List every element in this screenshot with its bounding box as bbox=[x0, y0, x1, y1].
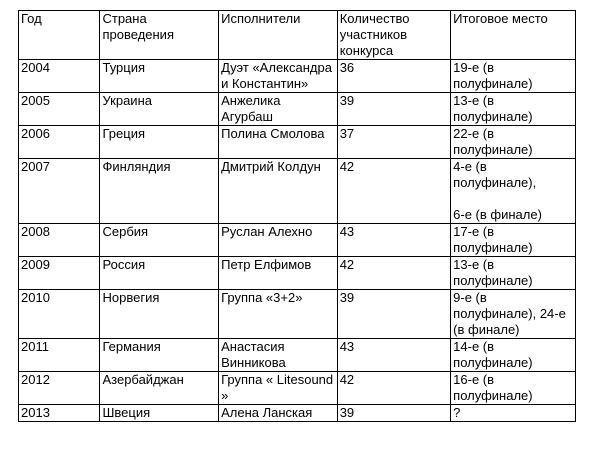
cell-place-text: 13-е (в полуфинале) bbox=[453, 257, 533, 288]
cell-year bbox=[19, 405, 100, 422]
cell-country bbox=[100, 339, 219, 372]
cell-country bbox=[100, 405, 219, 422]
cell-country-text: Германия bbox=[102, 339, 161, 354]
cell-country bbox=[100, 290, 219, 339]
cell-participants-text: 43 bbox=[339, 224, 355, 239]
cell-participants-text: 42 bbox=[339, 159, 355, 174]
cell-year bbox=[19, 224, 100, 257]
cell-place-text: 9-е (в полуфинале), 24-е (в финале) bbox=[453, 290, 566, 337]
cell-year bbox=[19, 93, 100, 126]
cell-place bbox=[451, 224, 576, 257]
cell-country bbox=[100, 224, 219, 257]
cell-year bbox=[19, 60, 100, 93]
cell-place-text: ? bbox=[453, 405, 461, 420]
cell-country-text: Турция bbox=[102, 60, 146, 75]
cell-participants-text: 39 bbox=[339, 290, 355, 305]
cell-performers bbox=[219, 126, 338, 159]
cell-place-text: 17-е (в полуфинале) bbox=[453, 224, 533, 255]
cell-place bbox=[451, 60, 576, 93]
table-row bbox=[19, 405, 576, 422]
cell-year-text: 2006 bbox=[21, 126, 50, 141]
cell-year bbox=[19, 290, 100, 339]
cell-performers-text: Группа «3+2» bbox=[221, 290, 303, 305]
cell-participants bbox=[337, 93, 450, 126]
cell-year-text: 2004 bbox=[21, 60, 50, 75]
cell-place bbox=[451, 339, 576, 372]
cell-year-text: 2008 bbox=[21, 224, 50, 239]
cell-country-text: Украина bbox=[102, 93, 152, 108]
cell-performers-text: Анжелика Агурбаш bbox=[221, 93, 281, 124]
header-participants: Количество участников конкурса bbox=[337, 11, 450, 60]
cell-year-text: 2007 bbox=[21, 159, 50, 174]
cell-country bbox=[100, 93, 219, 126]
cell-performers-text: Дмитрий Колдун bbox=[221, 159, 321, 174]
cell-participants bbox=[337, 257, 450, 290]
cell-performers bbox=[219, 159, 338, 224]
cell-participants-text: 37 bbox=[339, 126, 355, 141]
paragraph-gap bbox=[453, 191, 573, 207]
table-row bbox=[19, 257, 576, 290]
cell-place bbox=[451, 372, 576, 405]
cell-place-text: 19-е (в полуфинале) bbox=[453, 60, 533, 91]
table-row bbox=[19, 290, 576, 339]
cell-participants bbox=[337, 224, 450, 257]
cell-participants bbox=[337, 405, 450, 422]
cell-country-text: Россия bbox=[102, 257, 146, 272]
cell-year bbox=[19, 126, 100, 159]
cell-country bbox=[100, 159, 219, 224]
cell-participants-text: 36 bbox=[339, 60, 355, 75]
cell-year-text: 2009 bbox=[21, 257, 50, 272]
cell-performers-text: Руслан Алехно bbox=[221, 224, 313, 239]
cell-performers-text: Анастасия Винникова bbox=[221, 339, 286, 370]
cell-place-text: 22-е (в полуфинале) bbox=[453, 126, 533, 157]
header-place: Итоговое место bbox=[451, 11, 576, 60]
cell-place-text: 16-е (в полуфинале) bbox=[453, 372, 533, 403]
table-row bbox=[19, 372, 576, 405]
cell-place-text: 14-е (в полуфинале) bbox=[453, 339, 533, 370]
cell-year-text: 2010 bbox=[21, 290, 50, 305]
cell-place bbox=[451, 93, 576, 126]
cell-country-text: Финляндия bbox=[102, 159, 171, 174]
cell-participants bbox=[337, 372, 450, 405]
cell-country-text: Норвегия bbox=[102, 290, 160, 305]
cell-year-text: 2012 bbox=[21, 372, 50, 387]
header-performers: Исполнители bbox=[219, 11, 338, 60]
cell-participants-text: 39 bbox=[339, 93, 355, 108]
table-row bbox=[19, 159, 576, 224]
cell-participants-text: 43 bbox=[339, 339, 355, 354]
cell-performers-text: Петр Елфимов bbox=[221, 257, 312, 272]
cell-participants-text: 42 bbox=[339, 372, 355, 387]
cell-country bbox=[100, 372, 219, 405]
cell-year bbox=[19, 257, 100, 290]
cell-performers bbox=[219, 60, 338, 93]
cell-place-text: 4-е (в полуфинале), bbox=[453, 159, 537, 190]
table-row bbox=[19, 224, 576, 257]
table-row bbox=[19, 339, 576, 372]
cell-country bbox=[100, 257, 219, 290]
cell-participants-text: 39 bbox=[339, 405, 355, 420]
cell-performers-text: Алена Ланская bbox=[221, 405, 313, 420]
cell-place bbox=[451, 290, 576, 339]
cell-year-text: 2005 bbox=[21, 93, 50, 108]
cell-place-text: 13-е (в полуфинале) bbox=[453, 93, 533, 124]
cell-performers bbox=[219, 93, 338, 126]
cell-participants bbox=[337, 290, 450, 339]
cell-country-text: Греция bbox=[102, 126, 146, 141]
cell-place bbox=[451, 126, 576, 159]
cell-country-text: Сербия bbox=[102, 224, 149, 239]
header-country: Страна проведения bbox=[100, 11, 219, 60]
cell-year bbox=[19, 339, 100, 372]
cell-year-text: 2013 bbox=[21, 405, 50, 420]
header-year: Год bbox=[19, 11, 100, 60]
cell-place bbox=[451, 405, 576, 422]
table-row bbox=[19, 60, 576, 93]
cell-performers-text: Полина Смолова bbox=[221, 126, 325, 141]
table-row bbox=[19, 93, 576, 126]
cell-performers bbox=[219, 257, 338, 290]
cell-participants bbox=[337, 60, 450, 93]
cell-year bbox=[19, 372, 100, 405]
cell-performers bbox=[219, 372, 338, 405]
results-table bbox=[18, 10, 576, 422]
cell-performers-text: Дуэт «Александра и Константин» bbox=[221, 60, 332, 91]
cell-place-extra-text: 6-е (в финале) bbox=[453, 207, 542, 222]
cell-country-text: Швеция bbox=[102, 405, 151, 420]
cell-country bbox=[100, 126, 219, 159]
cell-participants bbox=[337, 339, 450, 372]
cell-participants bbox=[337, 159, 450, 224]
cell-country-text: Азербайджан bbox=[102, 372, 184, 387]
header-row bbox=[19, 11, 576, 60]
cell-country bbox=[100, 60, 219, 93]
cell-place bbox=[451, 257, 576, 290]
cell-participants-text: 42 bbox=[339, 257, 355, 272]
cell-year-text: 2011 bbox=[21, 339, 49, 354]
cell-performers bbox=[219, 405, 338, 422]
cell-performers bbox=[219, 339, 338, 372]
cell-year bbox=[19, 159, 100, 224]
cell-place bbox=[451, 159, 576, 224]
cell-performers bbox=[219, 290, 338, 339]
table-row bbox=[19, 126, 576, 159]
cell-participants bbox=[337, 126, 450, 159]
cell-performers bbox=[219, 224, 338, 257]
cell-performers-text: Группа « Litesound » bbox=[221, 372, 334, 403]
